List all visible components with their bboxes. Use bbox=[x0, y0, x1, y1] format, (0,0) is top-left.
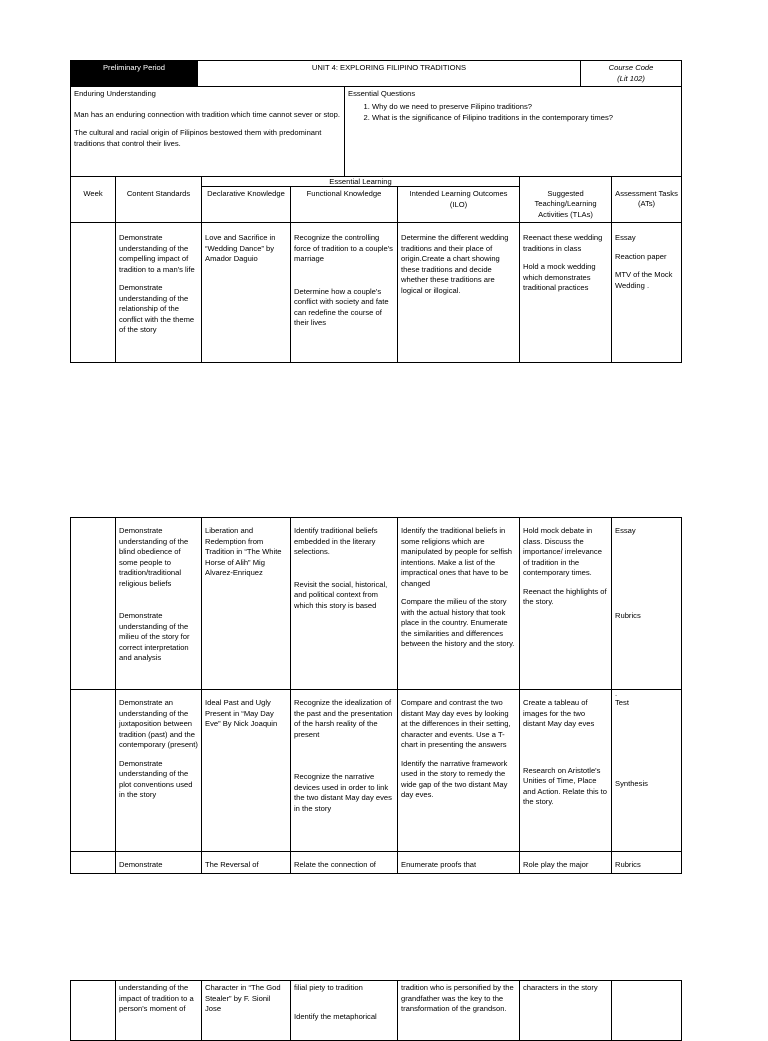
essential-learning-heading: Essential Learning bbox=[202, 177, 520, 187]
row1-tlas bbox=[520, 223, 612, 363]
row2-functional-1: Identify traditional beliefs embedded in the literary selections. bbox=[294, 526, 378, 556]
row1-ats-1: Essay bbox=[615, 233, 636, 242]
enduring-p2: The cultural and racial origin of Filipinos bestowed them with predominant traditions that control their lives. bbox=[74, 128, 322, 148]
enduring-p1: Man has an enduring connection with tradition which time cannot sever or stop. bbox=[74, 109, 340, 119]
essential-question-1: 1. Why do we need to preserve Filipino traditions? bbox=[372, 102, 678, 113]
row4-functional: Relate the connection of bbox=[291, 852, 398, 874]
course-code-label: Course Code bbox=[608, 63, 654, 72]
row2-functional bbox=[291, 518, 398, 690]
row5-content: understanding of the impact of tradition to a person's moment of bbox=[116, 981, 202, 1041]
row3-ilo bbox=[398, 690, 520, 852]
row3-ats-mark: . bbox=[615, 689, 618, 698]
row4-tlas: Role play the major bbox=[520, 852, 612, 874]
essential-questions-list bbox=[348, 102, 678, 124]
row4-week bbox=[71, 852, 116, 874]
row3-functional-1: Recognize the idealization of the past and the presentation of the harsh reality of the present bbox=[294, 698, 393, 739]
row2-content-2: Demonstrate understanding of the milieu of the story for correct interpretation and analysis bbox=[119, 611, 190, 662]
row3-tlas-2: Research on Aristotle's Unities of Time, Place and Action. Relate this to the story. bbox=[523, 765, 608, 806]
row4-declarative: The Reversal of bbox=[202, 852, 291, 874]
col-declarative: Declarative Knowledge bbox=[202, 187, 291, 223]
row5-functional bbox=[291, 981, 398, 1041]
row1-functional bbox=[291, 223, 398, 363]
bottom-table bbox=[70, 980, 681, 1041]
row2-tlas bbox=[520, 518, 612, 690]
row1-content-2: Demonstrate understanding of the relationship of the conflict with the theme of the story bbox=[119, 283, 195, 334]
col-tlas: Suggested Teaching/Learning Activities (TLAs) bbox=[520, 187, 612, 223]
row1-declarative: Love and Sacrifice in “Wedding Dance” by Amador Daguio bbox=[202, 223, 291, 363]
row1-ats-2: Reaction paper bbox=[615, 251, 667, 261]
row4-ats: Rubrics bbox=[612, 852, 682, 874]
row3-content bbox=[116, 690, 202, 852]
row1-tlas-1: Reenact these wedding traditions in class bbox=[523, 233, 603, 253]
row2-content-1: Demonstrate understanding of the blind obedience of some people to tradition/traditional religious beliefs bbox=[119, 526, 189, 588]
row2-ilo-2: Compare the milieu of the story with the actual history that took place in the country. Enumerate the similarities and differences between the history and the story. bbox=[401, 597, 515, 648]
row3-ats-2: Synthesis bbox=[615, 778, 648, 788]
row1-ats bbox=[612, 223, 682, 363]
course-code-cell bbox=[581, 61, 682, 87]
row1-week bbox=[71, 223, 116, 363]
row3-functional-2: Recognize the narrative devices used in order to link the two distant May day eves in the story bbox=[294, 772, 392, 813]
row3-functional bbox=[291, 690, 398, 852]
row5-tlas: characters in the story bbox=[520, 981, 612, 1041]
row3-ats bbox=[612, 690, 682, 852]
row3-content-2: Demonstrate understanding of the plot conventions used in the story bbox=[119, 758, 193, 799]
row1-functional-2: Determine how a couple's conflict with society and fate can redefine the course of their lives bbox=[294, 286, 389, 327]
col-week: Week bbox=[71, 187, 116, 223]
row3-content-1: Demonstrate an understanding of the juxtaposition between tradition (past) and the contemporary (present) bbox=[119, 698, 198, 749]
row2-week bbox=[71, 518, 116, 690]
row5-ilo: tradition who is personified by the grandfather was the key to the transformation of the grandson. bbox=[398, 981, 520, 1041]
middle-table bbox=[70, 517, 681, 874]
row2-content bbox=[116, 518, 202, 690]
row3-tlas bbox=[520, 690, 612, 852]
row3-ilo-2: Identify the narrative framework used in the story to remedy the wide gap of the two distant May day eves. bbox=[401, 758, 508, 799]
row2-functional-2: Revisit the social, historical, and political context from which this story is based bbox=[294, 579, 388, 610]
row1-tlas-2: Hold a mock wedding which demonstrates traditional practices bbox=[523, 262, 596, 292]
row4-ilo: Enumerate proofs that bbox=[398, 852, 520, 874]
row3-tlas-1: Create a tableau of images for the two distant May day eves bbox=[523, 698, 595, 728]
row5-week bbox=[71, 981, 116, 1041]
row3-ilo-1: Compare and contrast the two distant May day eves by looking at the differences in their setting, character and events. Use a T-chart in presenting the answers bbox=[401, 698, 511, 749]
col-ilo: Intended Learning Outcomes (ILO) bbox=[398, 187, 520, 223]
row4-content: Demonstrate bbox=[116, 852, 202, 874]
row1-ilo: Determine the different wedding traditions and their place of origin.Create a chart showing these traditions and decide whether these traditions are logical or illogical. bbox=[398, 223, 520, 363]
row2-ats bbox=[612, 518, 682, 690]
essential-question-2: 2. What is the significance of Filipino traditions in the contemporary times? bbox=[372, 113, 678, 124]
period-label: Preliminary Period bbox=[71, 61, 198, 87]
row5-declarative: Character in “The God Stealer” by F. Sionil Jose bbox=[202, 981, 291, 1041]
col-functional: Functional Knowledge bbox=[291, 187, 398, 223]
row5-functional-2: Identify the metaphorical bbox=[294, 1011, 377, 1021]
row3-ats-1: Test bbox=[615, 698, 629, 707]
row5-ats bbox=[612, 981, 682, 1041]
row1-functional-1: Recognize the controlling force of tradition to a couple's marriage bbox=[294, 233, 393, 263]
row1-content bbox=[116, 223, 202, 363]
enduring-understanding-cell bbox=[71, 87, 345, 177]
row2-ats-1: Essay bbox=[615, 526, 636, 535]
col-content-standards: Content Standards bbox=[116, 187, 202, 223]
row1-ats-3: MTV of the Mock Wedding . bbox=[615, 270, 673, 290]
col-ats: Assessment Tasks (ATs) bbox=[612, 187, 682, 223]
row3-declarative: Ideal Past and Ugly Present in “May Day Eve” By Nick Joaquin bbox=[202, 690, 291, 852]
unit-header-table bbox=[70, 60, 681, 363]
row2-tlas-1: Hold mock debate in class. Discuss the importance/ irrelevance of tradition in the contemporary times. bbox=[523, 526, 602, 577]
row2-ilo bbox=[398, 518, 520, 690]
unit-title: UNIT 4: EXPLORING FILIPINO TRADITIONS bbox=[198, 61, 581, 87]
row3-week bbox=[71, 690, 116, 852]
row2-ats-2: Rubrics bbox=[615, 610, 641, 620]
row2-tlas-2: Reenact the highlights of the story. bbox=[523, 586, 607, 606]
essential-questions-cell bbox=[345, 87, 682, 177]
row2-declarative: Liberation and Redemption from Tradition in “The White Horse of Alih” Mig Alvarez-Enriquez bbox=[202, 518, 291, 690]
essential-questions-title: Essential Questions bbox=[348, 89, 416, 98]
row1-content-1: Demonstrate understanding of the compelling impact of tradition to a man's life bbox=[119, 233, 195, 274]
row5-functional-1: filial piety to tradition bbox=[294, 983, 363, 992]
enduring-title: Enduring Understanding bbox=[74, 89, 156, 98]
course-code: (Lit 102) bbox=[617, 73, 645, 83]
row2-ilo-1: Identify the traditional beliefs in some religions which are manipulated by people for selfish intentions. Make a list of the impractical ones that have to be changed bbox=[401, 526, 513, 588]
